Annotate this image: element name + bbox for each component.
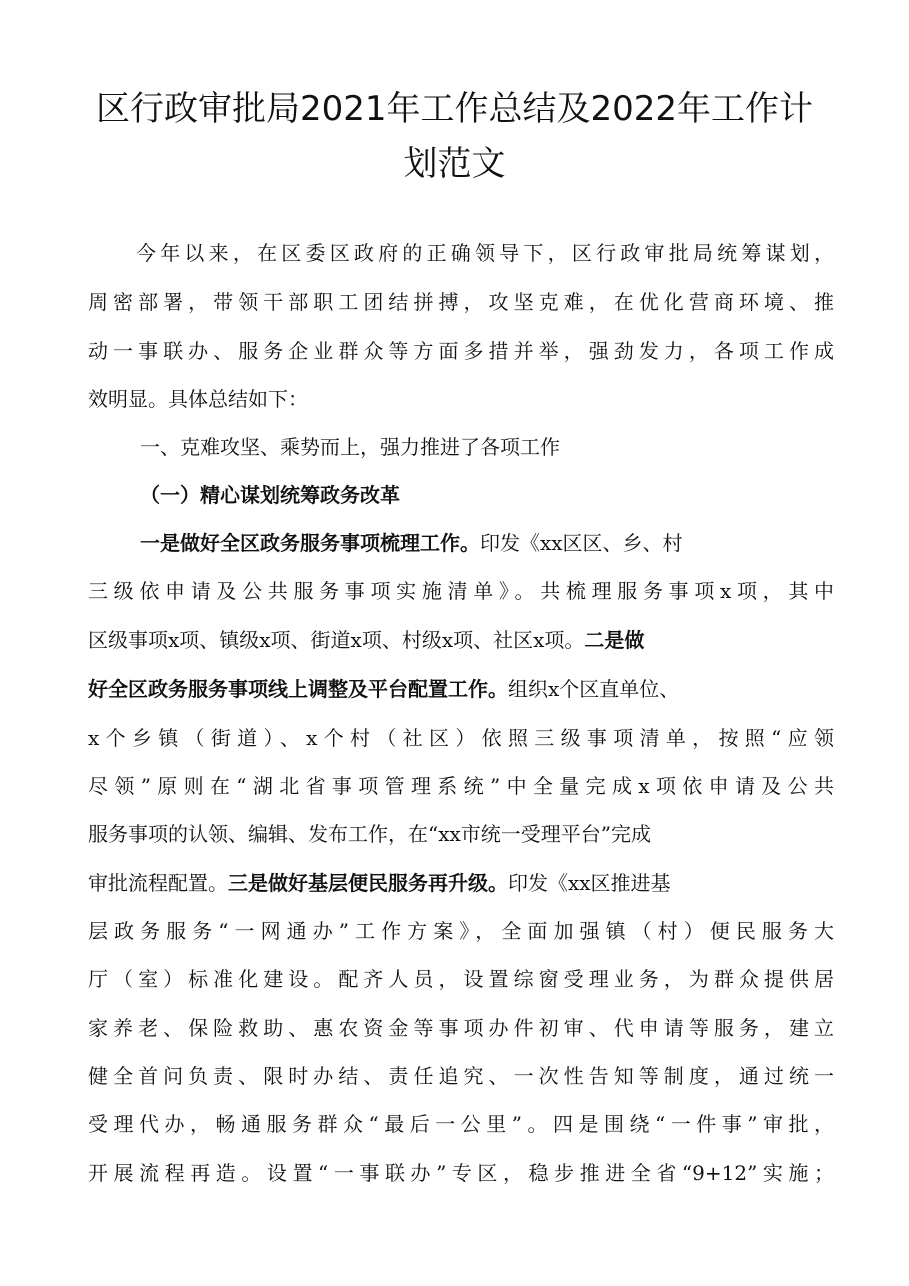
text-span: 印发《xx区推进基 [508, 871, 671, 895]
paragraph-line-3 [88, 627, 834, 653]
paragraph-line-2: 三级依申请及公共服务事项实施清单》。共梳理服务事项x项，其中 [88, 579, 834, 603]
bold-lead-3: 三是做好基层便民服务再升级。 [228, 871, 508, 895]
document-title-line-1: 区行政审批局2021年工作总结及2022年工作计 [95, 89, 814, 129]
intro-line-4: 效明显。具体总结如下： [88, 387, 308, 411]
paragraph-line-14: 开展流程再造。设置“一事联办”专区，稳步推进全省“9+12”实施； [88, 1161, 834, 1185]
paragraph-line-11: 家养老、保险救助、惠农资金等事项办件初审、代申请等服务，建立 [88, 1016, 834, 1040]
bold-lead-2-cont: 好全区政务服务事项线上调整及平台配置工作。 [88, 677, 508, 701]
paragraph-line-1 [140, 530, 834, 556]
text-span: 审批流程配置。 [88, 871, 228, 895]
paragraph-line-5: x个乡镇（街道）、x个村（社区）依照三级事项清单，按照“应领 [88, 726, 834, 750]
paragraph-line-4 [88, 676, 834, 702]
paragraph-line-12: 健全首问负责、限时办结、责任追究、一次性告知等制度，通过统一 [88, 1064, 834, 1088]
intro-line-2: 周密部署，带领干部职工团结拼搏，攻坚克难，在优化营商环境、推 [88, 290, 834, 314]
document-title-line-2: 划范文 [403, 144, 506, 184]
text-span: 印发《xx区区、乡、村 [480, 531, 683, 555]
paragraph-line-8 [88, 870, 834, 896]
bold-lead-2: 二是做 [584, 628, 645, 652]
bold-lead-1: 一是做好全区政务服务事项梳理工作。 [140, 531, 480, 555]
text-span: 组织x个区直单位、 [508, 677, 680, 701]
paragraph-line-7: 服务事项的认领、编辑、发布工作，在“xx市统一受理平台”完成 [88, 822, 652, 846]
paragraph-line-9: 层政务服务“一网通办”工作方案》，全面加强镇（村）便民服务大 [88, 919, 834, 943]
paragraph-line-10: 厅（室）标准化建设。配齐人员，设置综窗受理业务，为群众提供居 [88, 967, 834, 991]
section-heading-2: （一）精心谋划统筹政务改革 [140, 483, 400, 507]
paragraph-line-13: 受理代办，畅通服务群众“最后一公里”。四是围绕“一件事”审批， [88, 1112, 834, 1136]
section-heading-1: 一、克难攻坚、乘势而上，强力推进了各项工作 [140, 435, 560, 459]
paragraph-line-6: 尽领”原则在“湖北省事项管理系统”中全量完成x项依申请及公共 [88, 774, 834, 798]
intro-line-1: 今年以来，在区委区政府的正确领导下，区行政审批局统筹谋划， [136, 241, 834, 265]
text-span: 区级事项x项、镇级x项、街道x项、村级x项、社区x项。 [88, 628, 585, 652]
intro-line-3: 动一事联办、服务企业群众等方面多措并举，强劲发力，各项工作成 [88, 339, 834, 363]
